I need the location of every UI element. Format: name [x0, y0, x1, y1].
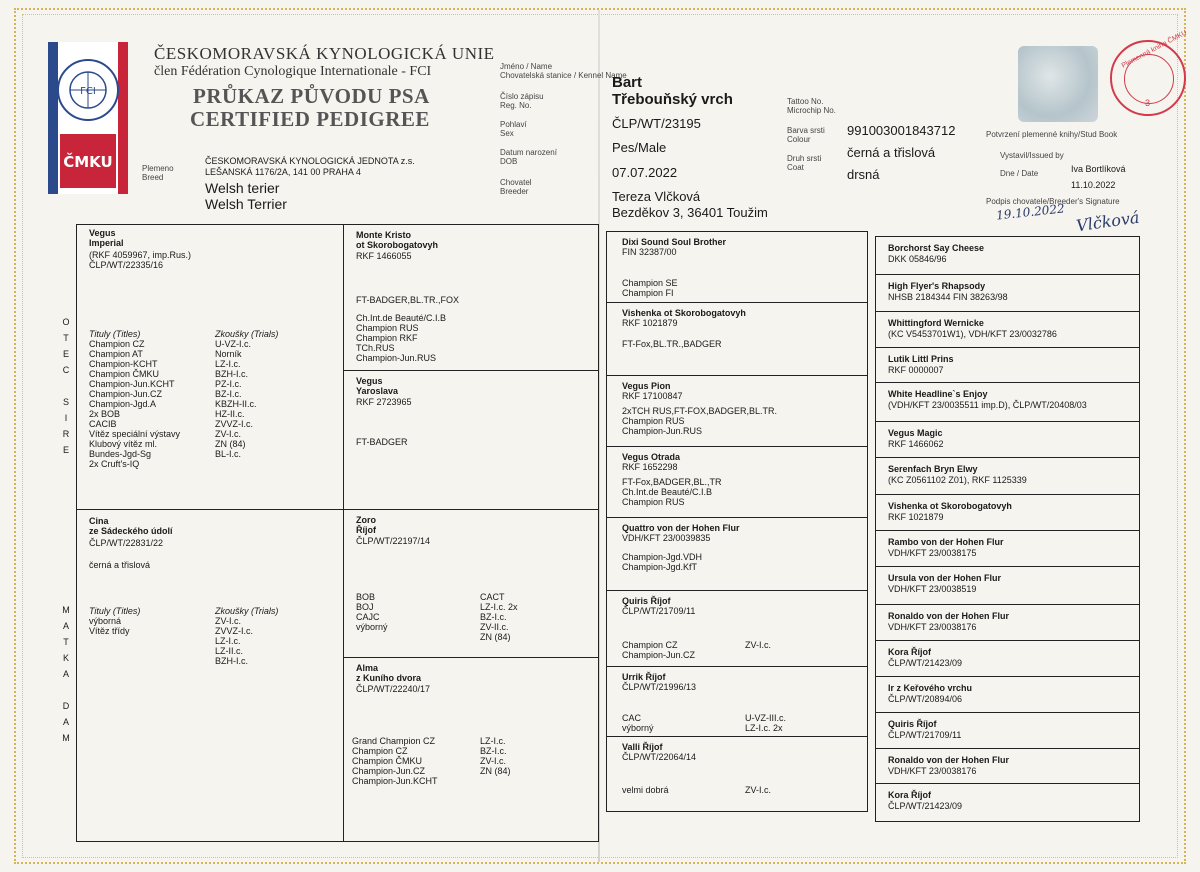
dog-colour: černá a třislová [847, 145, 936, 160]
grandparent-name: Alma [356, 663, 379, 673]
grandparent-working: FT-BADGER,BL.TR.,FOX [356, 295, 460, 305]
sex-label-en: Sex [500, 129, 514, 138]
grandparent-title: BOJ [356, 602, 374, 612]
great-grandparent-reg: ČLP/WT/21996/13 [622, 682, 697, 692]
grandparent-trial: BZ-I.c. [480, 612, 507, 622]
great-grandparent-title: Champion FI [622, 288, 674, 298]
great-grandparent-title: výborný [622, 723, 654, 733]
great-great-grandparent-reg: RKF 0000007 [888, 365, 944, 375]
dam-side-label-letter: A [62, 669, 69, 679]
sire-title: Champion-Jun.KCHT [89, 379, 175, 389]
dam-kennel: ze Sádeckého údolí [89, 526, 173, 536]
sire-title: 2x Cruft's-IQ [89, 459, 140, 469]
great-grandparent-title: FT-Fox,BADGER,BL.,TR [622, 477, 722, 487]
sire-trial: PZ-I.c. [215, 379, 242, 389]
great-great-grandparent-reg: VDH/KFT 23/0038176 [888, 766, 977, 776]
sire-kennel: Imperial [89, 238, 124, 248]
sire-title: Vítěz speciální výstavy [89, 429, 181, 439]
date-label: Dne / Date [1000, 169, 1039, 178]
dob-label-en: DOB [500, 157, 518, 166]
great-grandparent-cell [606, 736, 868, 812]
stud-book-label: Potvrzení plemenné knihy/Stud Book [986, 130, 1118, 139]
grandparent-name: Monte Kristo [356, 230, 411, 240]
grandparent-title: CAJC [356, 612, 380, 622]
grandparent-trial: ZV-I.c. [480, 756, 507, 766]
great-grandparent-reg: FIN 32387/00 [622, 247, 677, 257]
dam-side-label-letter: M [62, 605, 70, 615]
issue-date: 11.10.2022 [1071, 180, 1116, 190]
sire-trial: HZ-II.c. [215, 409, 245, 419]
great-great-grandparent-reg: RKF 1021879 [888, 512, 944, 522]
grandparent-trial: CACT [480, 592, 505, 602]
great-grandparent-cell [606, 446, 868, 518]
dam-trial: ZVVZ-I.c. [215, 626, 253, 636]
sire-side-label-letter: E [62, 445, 69, 455]
great-grandparent-name: Vishenka ot Skorobogatovyh [622, 308, 746, 318]
great-great-grandparent-name: Kora Říjof [888, 790, 932, 800]
great-great-grandparent-reg: VDH/KFT 23/0038176 [888, 622, 977, 632]
grandparent-reg: RKF 1466055 [356, 251, 412, 261]
name-label-cz: Jméno / Name [500, 62, 553, 71]
grandparent-kennel: Říjof [356, 525, 376, 535]
sire-titles-label: Tituly (Titles) [89, 329, 141, 339]
dam-side-label-letter: K [62, 653, 69, 663]
sire-side-label-letter [60, 378, 72, 394]
great-great-grandparent-cell [875, 640, 1140, 677]
colour-label-cz: Barva srsti [787, 126, 825, 135]
sire-trial: KBZH-II.c. [215, 399, 257, 409]
breed-label-en: Breed [142, 173, 164, 182]
issued-by-name: Iva Bortlíková [1071, 164, 1126, 174]
great-great-grandparent-cell [875, 748, 1140, 784]
dog-kennel: Třebouňský vrch [612, 91, 733, 108]
great-great-grandparent-name: Kora Říjof [888, 647, 932, 657]
great-great-grandparent-name: Ronaldo von der Hohen Flur [888, 611, 1009, 621]
grandparent-name: Vegus [356, 376, 383, 386]
sire-side-label [60, 314, 72, 458]
dog-dob: 07.07.2022 [612, 165, 678, 180]
great-grandparent-trial: U-VZ-III.c. [745, 713, 786, 723]
grandparent-trial: LZ-I.c. [480, 736, 506, 746]
sire-trial: Norník [215, 349, 242, 359]
great-great-grandparent-cell [875, 676, 1140, 713]
grandparent-trial: ZV-II.c. [480, 622, 509, 632]
sire-title: CACIB [89, 419, 117, 429]
great-grandparent-name: Urrik Říjof [622, 672, 666, 682]
sire-trial: BZH-I.c. [215, 369, 248, 379]
great-great-grandparent-cell [875, 566, 1140, 605]
great-great-grandparent-reg: (VDH/KFT 23/0035511 imp.D), ČLP/WT/20408/03 [888, 400, 1087, 410]
great-great-grandparent-name: Whittingford Wernicke [888, 318, 984, 328]
great-great-grandparent-name: Vishenka ot Skorobogatovyh [888, 501, 1012, 511]
sire-title: Champion AT [89, 349, 143, 359]
great-grandparent-title: Champion-Jgd.VDH [622, 552, 703, 562]
great-great-grandparent-reg: VDH/KFT 23/0038175 [888, 548, 977, 558]
grandparent-name: Zoro [356, 515, 376, 525]
grandparent-title: Ch.Int.de Beauté/C.I.B [356, 313, 447, 323]
dam-side-label-letter: M [62, 733, 70, 743]
great-grandparent-reg: RKF 17100847 [622, 391, 683, 401]
dam-trial: LZ-I.c. [215, 636, 241, 646]
logo-cmku-text: ČMKU [63, 153, 113, 171]
sire-title: Champion ČMKU [89, 369, 160, 379]
breeder-address: Bezděkov 3, 36401 Toužim [612, 205, 768, 220]
logo-fci-text: FCI [80, 86, 96, 97]
title-en: CERTIFIED PEDIGREE [190, 107, 430, 131]
great-grandparent-title: 2xTCH RUS,FT-FOX,BADGER,BL.TR. [622, 406, 778, 416]
club-address: LEŠANSKÁ 1176/2A, 141 00 PRAHA 4 [205, 167, 361, 177]
breeder-label-cz: Chovatel [500, 178, 532, 187]
grandparent-trial: ZN (84) [480, 632, 511, 642]
dam-side-label-letter [60, 682, 72, 698]
great-grandparent-trial: LZ-I.c. 2x [745, 723, 783, 733]
dob-label-cz: Datum narození [500, 148, 557, 157]
sire-reg: ČLP/WT/22335/16 [89, 260, 164, 270]
great-grandparent-reg: RKF 1652298 [622, 462, 678, 472]
signature-date: 19.10.2022 [995, 201, 1066, 223]
great-grandparent-trial: ZV-I.c. [745, 785, 772, 795]
sire-trial: BZ-I.c. [215, 389, 242, 399]
dam-trial: BZH-I.c. [215, 656, 248, 666]
great-grandparent-cell [606, 590, 868, 667]
great-great-grandparent-name: High Flyer's Rhapsody [888, 281, 986, 291]
sire-side-label-letter: S [62, 397, 69, 407]
grandparent-title: TCh.RUS [356, 343, 395, 353]
great-grandparent-name: Valli Říjof [622, 742, 663, 752]
grandparent-title: Champion CZ [352, 746, 408, 756]
great-grandparent-name: Vegus Otrada [622, 452, 681, 462]
great-grandparent-title: Champion-Jun.RUS [622, 426, 703, 436]
great-great-grandparent-name: Rambo von der Hohen Flur [888, 537, 1004, 547]
dam-side-label-letter: D [62, 701, 70, 711]
grandparent-cell [343, 224, 599, 371]
great-great-grandparent-name: Vegus Magic [888, 428, 943, 438]
dam-side-label-letter: A [62, 717, 69, 727]
grandparent-reg: RKF 2723965 [356, 397, 412, 407]
great-grandparent-cell [606, 517, 868, 591]
breeder-label-en: Breeder [500, 187, 529, 196]
sire-trials-label: Zkoušky (Trials) [215, 329, 279, 339]
grandparent-reg: ČLP/WT/22197/14 [356, 536, 431, 546]
great-great-grandparent-name: Ir z Keřového vrchu [888, 683, 973, 693]
great-grandparent-cell [606, 666, 868, 737]
stamp-text: Plemenná kniha ČMKU [1120, 29, 1189, 70]
reg-label-cz: Číslo zápisu [500, 92, 544, 101]
great-great-grandparent-cell [875, 421, 1140, 458]
dog-sex: Pes/Male [612, 140, 667, 155]
sex-label-cz: Pohlaví [500, 120, 527, 129]
sire-side-label-letter: C [62, 365, 70, 375]
grandparent-kennel: Yaroslava [356, 386, 399, 396]
colour-label-en: Colour [787, 135, 811, 144]
stud-book-stamp [1110, 29, 1189, 116]
name-label-en: Chovatelská stanice / Kennel Name [500, 71, 627, 80]
grandparent-title: Champion RUS [356, 323, 419, 333]
sire-side-label-letter: I [64, 413, 68, 423]
great-great-grandparent-name: Serenfach Bryn Elwy [888, 464, 978, 474]
sire-trial: ZV-I.c. [215, 429, 242, 439]
dog-coat: drsná [847, 167, 880, 182]
great-grandparent-reg: ČLP/WT/21709/11 [622, 606, 696, 616]
dam-side-label [60, 602, 72, 746]
grandparent-title: Champion RKF [356, 333, 418, 343]
grandparent-working: FT-BADGER [356, 437, 408, 447]
coat-label-en: Coat [787, 163, 804, 172]
hologram-sticker [1018, 46, 1098, 122]
sire-side-label-letter: E [62, 349, 69, 359]
grandparent-title: Champion-Jun.RUS [356, 353, 437, 363]
signature-label: Podpis chovatele/Breeder's Signature [986, 197, 1120, 206]
dam-trial: ZV-I.c. [215, 616, 242, 626]
great-grandparent-cell [606, 302, 868, 376]
issued-by-label: Vystavil/Issued by [1000, 151, 1064, 160]
dam-trial: LZ-II.c. [215, 646, 244, 656]
sire-title: 2x BOB [89, 409, 121, 419]
great-great-grandparent-cell [875, 347, 1140, 383]
stamp-number: 3 [1145, 98, 1151, 108]
grandparent-title: Champion-Jun.KCHT [352, 776, 438, 786]
sire-trial: BL-I.c. [215, 449, 242, 459]
sire-title: Champion-Jun.CZ [89, 389, 163, 399]
reg-label-en: Reg. No. [500, 101, 532, 110]
dam-name: Cina [89, 516, 109, 526]
great-grandparent-title: Champion CZ [622, 640, 678, 650]
dam-title: výborná [89, 616, 122, 626]
great-grandparent-title: Champion-Jgd.KfT [622, 562, 698, 572]
great-great-grandparent-reg: VDH/KFT 23/0038519 [888, 584, 977, 594]
great-great-grandparent-cell [875, 311, 1140, 348]
sire-side-label-letter: R [62, 429, 70, 439]
breeder-signature: Vlčková [1074, 207, 1141, 236]
great-great-grandparent-reg: RKF 1466062 [888, 439, 944, 449]
breed-cz: Welsh terier [205, 180, 280, 196]
org-name: ČESKOMORAVSKÁ KYNOLOGICKÁ UNIE [154, 44, 495, 63]
dam-cell [76, 509, 344, 842]
great-grandparent-title: Champion SE [622, 278, 678, 288]
sire-trial: LZ-I.c. [215, 359, 241, 369]
great-great-grandparent-cell [875, 382, 1140, 422]
great-great-grandparent-reg: (KC V5453701W1), VDH/KFT 23/0032786 [888, 329, 1057, 339]
great-great-grandparent-cell [875, 712, 1140, 749]
cmku-fci-logo [48, 42, 128, 194]
great-grandparent-title: FT-Fox,BL.TR.,BADGER [622, 339, 722, 349]
coat-label-cz: Druh srsti [787, 154, 822, 163]
grandparent-trial: BZ-I.c. [480, 746, 507, 756]
grandparent-title: BOB [356, 592, 376, 602]
sire-title: Bundes-Jgd-Sg [89, 449, 152, 459]
grandparent-trial: ZN (84) [480, 766, 511, 776]
tattoo-label: Tattoo No. [787, 97, 824, 106]
great-great-grandparent-reg: (KC Z0561102 Z01), RKF 1125339 [888, 475, 1027, 485]
dam-colour: černá a třislová [89, 560, 151, 570]
sire-title: Champion-KCHT [89, 359, 158, 369]
great-great-grandparent-cell [875, 236, 1140, 275]
great-great-grandparent-name: Borchorst Say Cheese [888, 243, 985, 253]
great-great-grandparent-reg: ČLP/WT/21709/11 [888, 730, 962, 740]
great-grandparent-name: Quattro von der Hohen Flur [622, 523, 740, 533]
dam-side-label-letter: T [63, 637, 69, 647]
sire-reg-import: (RKF 4059967, imp.Rus.) [89, 250, 192, 260]
great-great-grandparent-cell [875, 604, 1140, 641]
great-great-grandparent-cell [875, 783, 1140, 822]
great-grandparent-title: Champion RUS [622, 497, 685, 507]
great-great-grandparent-name: Quiris Říjof [888, 719, 937, 729]
dog-name: Bart [612, 74, 643, 91]
great-great-grandparent-cell [875, 494, 1140, 531]
dam-titles-label: Tituly (Titles) [89, 606, 141, 616]
sire-title: Champion-Jgd.A [89, 399, 157, 409]
grandparent-title: Champion-Jun.CZ [352, 766, 426, 776]
sire-trial: U-VZ-I.c. [215, 339, 251, 349]
great-grandparent-name: Dixi Sound Soul Brother [622, 237, 727, 247]
grandparent-cell [343, 370, 599, 510]
sire-name: Vegus [89, 228, 116, 238]
dog-reg-no: ČLP/WT/23195 [612, 116, 701, 131]
great-great-grandparent-reg: ČLP/WT/20894/06 [888, 694, 963, 704]
great-great-grandparent-name: Ronaldo von der Hohen Flur [888, 755, 1009, 765]
sire-cell [76, 224, 344, 510]
dam-reg: ČLP/WT/22831/22 [89, 538, 164, 548]
great-grandparent-cell [606, 375, 868, 447]
grandparent-trial: LZ-I.c. 2x [480, 602, 518, 612]
breeder-name: Tereza Vlčková [612, 189, 701, 204]
sire-side-label-letter: T [63, 333, 69, 343]
great-grandparent-title: velmi dobrá [622, 785, 669, 795]
great-grandparent-name: Quiris Říjof [622, 596, 671, 606]
dam-title: Vítěz třídy [89, 626, 130, 636]
sire-trial: ZVVZ-I.c. [215, 419, 253, 429]
fci-member: člen Fédération Cynologique Internationale - FCI [154, 64, 432, 79]
great-grandparent-reg: ČLP/WT/22064/14 [622, 752, 697, 762]
grandparent-kennel: ot Skorobogatovyh [356, 240, 439, 250]
grandparent-cell [343, 509, 599, 658]
great-great-grandparent-reg: DKK 05846/96 [888, 254, 947, 264]
great-grandparent-cell [606, 231, 868, 303]
title-cz: PRŮKAZ PŮVODU PSA [193, 84, 430, 108]
grandparent-title: Champion ČMKU [352, 756, 423, 766]
great-grandparent-title: Ch.Int.de Beauté/C.I.B [622, 487, 713, 497]
dam-side-label-letter: A [62, 621, 69, 631]
breed-label-cz: Plemeno [142, 164, 174, 173]
grandparent-title: výborný [356, 622, 388, 632]
great-great-grandparent-cell [875, 530, 1140, 567]
great-grandparent-reg: VDH/KFT 23/0039835 [622, 533, 711, 543]
sire-title: Klubový vítěz ml. [89, 439, 158, 449]
great-great-grandparent-name: Lutik Littl Prins [888, 354, 954, 364]
great-great-grandparent-reg: NHSB 2184344 FIN 38263/98 [888, 292, 1008, 302]
breed-en: Welsh Terrier [205, 196, 287, 212]
sire-side-label-letter: O [62, 317, 70, 327]
great-great-grandparent-cell [875, 274, 1140, 312]
grandparent-reg: ČLP/WT/22240/17 [356, 684, 431, 694]
great-grandparent-reg: RKF 1021879 [622, 318, 678, 328]
great-great-grandparent-reg: ČLP/WT/21423/09 [888, 801, 963, 811]
sire-trial: ZN (84) [215, 439, 246, 449]
great-great-grandparent-name: White Headline`s Enjoy [888, 389, 988, 399]
microchip-label: Microchip No. [787, 106, 836, 115]
great-great-grandparent-name: Ursula von der Hohen Flur [888, 573, 1002, 583]
great-grandparent-name: Vegus Pion [622, 381, 671, 391]
great-great-grandparent-cell [875, 457, 1140, 495]
grandparent-title: Grand Champion CZ [352, 736, 436, 746]
sire-title: Champion CZ [89, 339, 145, 349]
great-great-grandparent-reg: ČLP/WT/21423/09 [888, 658, 963, 668]
grandparent-cell [343, 657, 599, 842]
microchip-number: 991003001843712 [847, 123, 956, 138]
great-grandparent-title: Champion RUS [622, 416, 685, 426]
great-grandparent-title: CAC [622, 713, 642, 723]
great-grandparent-title: Champion-Jun.CZ [622, 650, 696, 660]
dam-trials-label: Zkoušky (Trials) [215, 606, 279, 616]
great-grandparent-trial: ZV-I.c. [745, 640, 772, 650]
club-name: ČESKOMORAVSKÁ KYNOLOGICKÁ JEDNOTA z.s. [205, 156, 415, 166]
grandparent-kennel: z Kuního dvora [356, 673, 421, 683]
